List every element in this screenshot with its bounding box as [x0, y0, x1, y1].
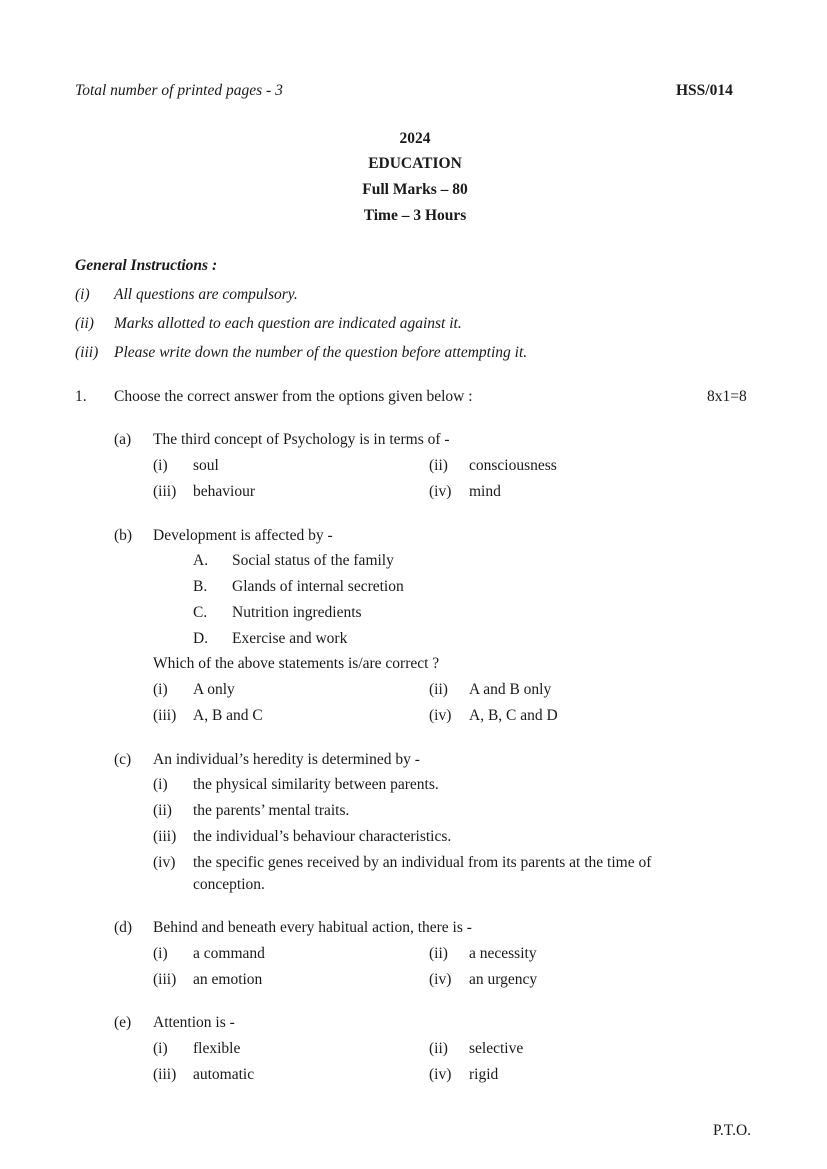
- subquestion-text: An individual’s heredity is determined by -: [153, 751, 420, 768]
- full-marks: Full Marks – 80: [362, 181, 468, 198]
- statement-text: Exercise and work: [232, 630, 348, 647]
- statement-letter: D.: [193, 630, 209, 647]
- option-number: (iii): [153, 971, 177, 988]
- option-number: (iv): [429, 971, 452, 988]
- paper-code: HSS/014: [676, 82, 733, 99]
- option-number: (i): [153, 1040, 168, 1057]
- option-number: (iv): [429, 1066, 452, 1083]
- option-number: (iv): [153, 854, 176, 871]
- subquestion-text: Development is affected by -: [153, 527, 333, 544]
- option-text: flexible: [193, 1040, 241, 1057]
- option-number: (i): [153, 776, 168, 793]
- option-text-continuation: conception.: [193, 876, 265, 893]
- option-text: a necessity: [469, 945, 537, 962]
- option-text: behaviour: [193, 483, 255, 500]
- option-text: the physical similarity between parents.: [193, 776, 439, 793]
- statement-text: Nutrition ingredients: [232, 604, 362, 621]
- option-number: (iii): [153, 828, 177, 845]
- option-text: the individual’s behaviour characteristics.: [193, 828, 452, 845]
- subquestion-label: (e): [114, 1014, 132, 1031]
- statement-letter: B.: [193, 578, 208, 595]
- option-text: rigid: [469, 1066, 499, 1083]
- option-text: A, B, C and D: [469, 707, 558, 724]
- option-text: A, B and C: [193, 707, 263, 724]
- exam-year: 2024: [399, 130, 431, 147]
- option-number: (iv): [429, 707, 452, 724]
- exam-time: Time – 3 Hours: [363, 207, 467, 224]
- subquestion-text: Behind and beneath every habitual action, there is -: [153, 919, 472, 936]
- question-text: Choose the correct answer from the options given below :: [114, 388, 473, 405]
- statement-letter: C.: [193, 604, 208, 621]
- exam-subject: EDUCATION: [368, 155, 462, 172]
- option-number: (i): [153, 457, 168, 474]
- option-number: (ii): [429, 457, 448, 474]
- statement-letter: A.: [193, 552, 209, 569]
- option-text: a command: [193, 945, 265, 962]
- statement-text: Glands of internal secretion: [232, 578, 404, 595]
- question-marks: 8x1=8: [707, 388, 747, 405]
- option-text: the parents’ mental traits.: [193, 802, 350, 819]
- option-text: automatic: [193, 1066, 255, 1083]
- option-text: A and B only: [469, 681, 552, 698]
- subquestion-prompt: Which of the above statements is/are correct ?: [153, 655, 440, 672]
- pto-note: P.T.O.: [713, 1122, 752, 1139]
- subquestion-label: (a): [114, 431, 132, 448]
- option-text: soul: [193, 457, 219, 474]
- option-number: (ii): [429, 681, 448, 698]
- option-text: mind: [469, 483, 501, 500]
- option-text: the specific genes received by an individual from its parents at the time of: [193, 854, 652, 871]
- subquestion-label: (d): [114, 919, 133, 936]
- option-number: (iv): [429, 483, 452, 500]
- option-number: (ii): [153, 802, 172, 819]
- subquestion-text: Attention is -: [153, 1014, 235, 1031]
- subquestion-text: The third concept of Psychology is in terms of -: [153, 431, 450, 448]
- instruction-number: (iii): [75, 344, 99, 361]
- statement-text: Social status of the family: [232, 552, 394, 569]
- option-number: (iii): [153, 1066, 177, 1083]
- instruction-number: (ii): [75, 315, 94, 332]
- subquestion-label: (c): [114, 751, 132, 768]
- option-number: (iii): [153, 707, 177, 724]
- instruction-text: All questions are compulsory.: [114, 286, 298, 303]
- option-number: (iii): [153, 483, 177, 500]
- option-text: an emotion: [193, 971, 263, 988]
- question-number: 1.: [75, 388, 87, 405]
- option-text: consciousness: [469, 457, 557, 474]
- instruction-text: Please write down the number of the question before attempting it.: [114, 344, 528, 361]
- option-text: selective: [469, 1040, 524, 1057]
- subquestion-label: (b): [114, 527, 133, 544]
- option-number: (ii): [429, 945, 448, 962]
- option-number: (ii): [429, 1040, 448, 1057]
- option-number: (i): [153, 945, 168, 962]
- option-number: (i): [153, 681, 168, 698]
- option-text: an urgency: [469, 971, 538, 988]
- option-text: A only: [193, 681, 235, 698]
- instruction-number: (i): [75, 286, 90, 303]
- instruction-text: Marks allotted to each question are indicated against it.: [114, 315, 462, 332]
- instructions-heading: General Instructions :: [75, 257, 218, 274]
- printed-pages-note: Total number of printed pages - 3: [75, 82, 283, 99]
